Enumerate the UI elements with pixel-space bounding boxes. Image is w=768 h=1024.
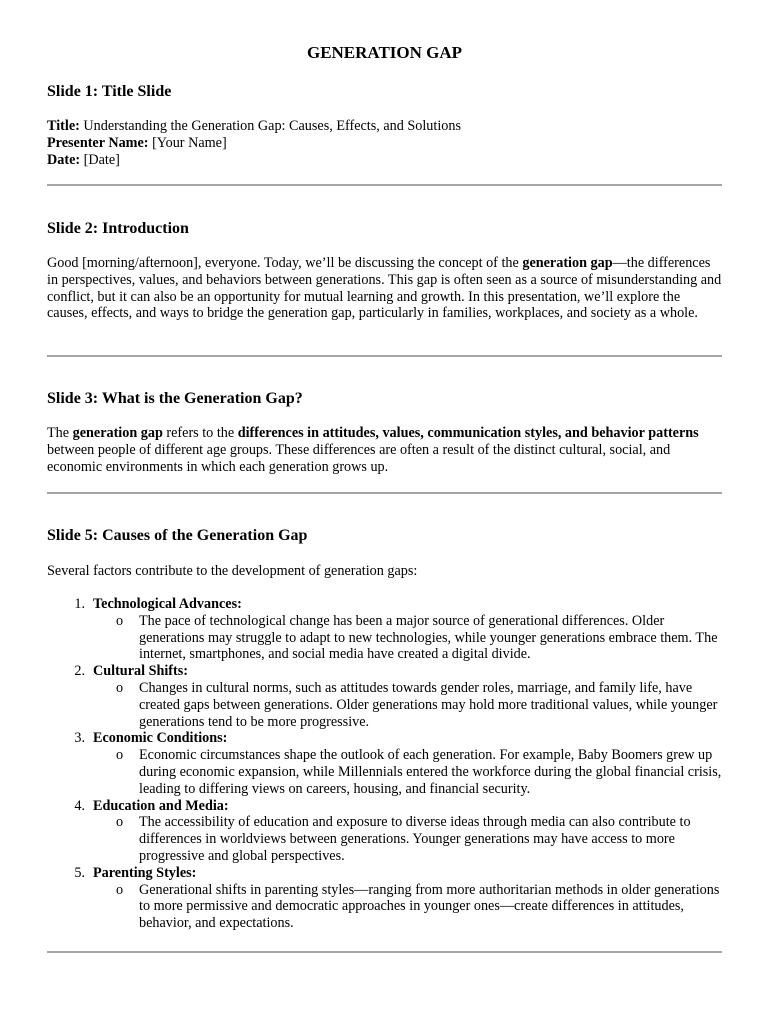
cause-detail: The accessibility of education and exposure to diverse ideas through media can also contribute to differences in worldviews between generations. Younger generations may have access to more progressive and global perspectives. [139,814,691,864]
list-item [47,730,722,797]
cause-detail: Economic circumstances shape the outlook of each generation. For example, Baby Boomers grew up during economic expansion, while Millennials entered the workforce during the global financial crisis, leading to differing views on careers, housing, and financial security. [139,747,722,797]
divider [47,951,722,953]
slide-2-paragraph [47,255,722,322]
divider [47,184,722,186]
sub-list [93,613,722,663]
list-number: 1. [74,596,85,612]
slide-5-heading: Slide 5: Causes of the Generation Gap [47,527,308,544]
slide-5-intro: Several factors contribute to the development of generation gaps: [47,563,418,579]
cause-title: Parenting Styles: [93,864,197,881]
bullet-icon: o [116,679,124,696]
cause-title: Cultural Shifts: [93,663,188,680]
list-item [47,865,722,932]
divider [47,355,722,357]
sub-list [93,814,722,864]
sub-list [93,882,722,932]
bold-term: generation gap [522,255,613,271]
slide-1-title-line [47,118,722,135]
slide-2-heading: Slide 2: Introduction [47,220,189,237]
list-item [47,596,722,663]
cause-title: Economic Conditions: [93,730,228,747]
cause-title: Education and Media: [93,797,229,814]
bold-term: differences in attitudes, values, communication styles, and behavior patterns [237,425,699,441]
divider [47,492,722,494]
cause-detail: Generational shifts in parenting styles—ranging from more authoritarian methods in older generations to more permissive and democratic approaches in younger ones—create differences in attitudes, behavior, and expectations. [139,881,720,932]
document-title: GENERATION GAP [306,43,463,62]
list-item [47,663,722,730]
sub-list-item [93,680,722,730]
slide-1-heading: Slide 1: Title Slide [47,83,172,100]
cause-detail: Changes in cultural norms, such as attitudes towards gender roles, marriage, and family life, have created gaps between generations. Older generations may hold more traditional values, while younger generations tend to be more progressive. [139,679,718,730]
slide-1-date-line [47,152,722,169]
presenter-label: Presenter Name: [47,135,149,151]
slide-1-presenter-line [47,135,722,152]
text-run: The [47,425,73,441]
text-run: refers to the [162,425,238,441]
bullet-icon: o [116,747,124,764]
text-run: —the differences in perspectives, values, and behaviors between generations. This gap is often seen as a source of misunderstanding and conflict, but it can also be an opportunity for mutual learning and growth. In this presentation, we’ll explore the causes, effects, and ways to bridge the generation gap, particularly in families, workplaces, and society as a whole. [47,255,722,322]
title-value: Understanding the Generation Gap: Causes, Effects, and Solutions [79,118,461,134]
cause-title: Technological Advances: [93,596,242,612]
bullet-icon: o [116,881,124,898]
text-run: between people of different age groups. These differences are often a result of the distinct cultural, social, and economic environments in which each generation grows up. [47,441,671,475]
bullet-icon: o [116,612,124,629]
list-number: 5. [74,864,85,881]
text-run: Good [morning/afternoon], everyone. Today, we’ll be discussing the concept of the [47,255,523,271]
date-label: Date: [47,152,81,168]
sub-list [93,747,722,797]
list-number: 3. [74,730,85,747]
sub-list-item [93,613,722,663]
slide-3-paragraph [47,425,722,475]
title-label: Title: [47,118,80,134]
bold-term: generation gap [72,425,163,441]
cause-detail: The pace of technological change has been a major source of generational differences. Older generations may struggle to adapt to new technologies, while younger generations embrace them. The internet, smartphones, and social media have created a digital divide. [139,612,718,663]
sub-list-item [93,747,722,797]
list-number: 4. [74,797,85,814]
slide-3-heading: Slide 3: What is the Generation Gap? [47,390,303,407]
causes-list [47,596,722,932]
list-item [47,798,722,865]
sub-list-item [93,882,722,932]
sub-list [93,680,722,730]
list-number: 2. [74,663,85,680]
sub-list-item [93,814,722,864]
bullet-icon: o [116,814,124,831]
date-value: [Date] [80,152,120,168]
presenter-value: [Your Name] [148,135,227,151]
